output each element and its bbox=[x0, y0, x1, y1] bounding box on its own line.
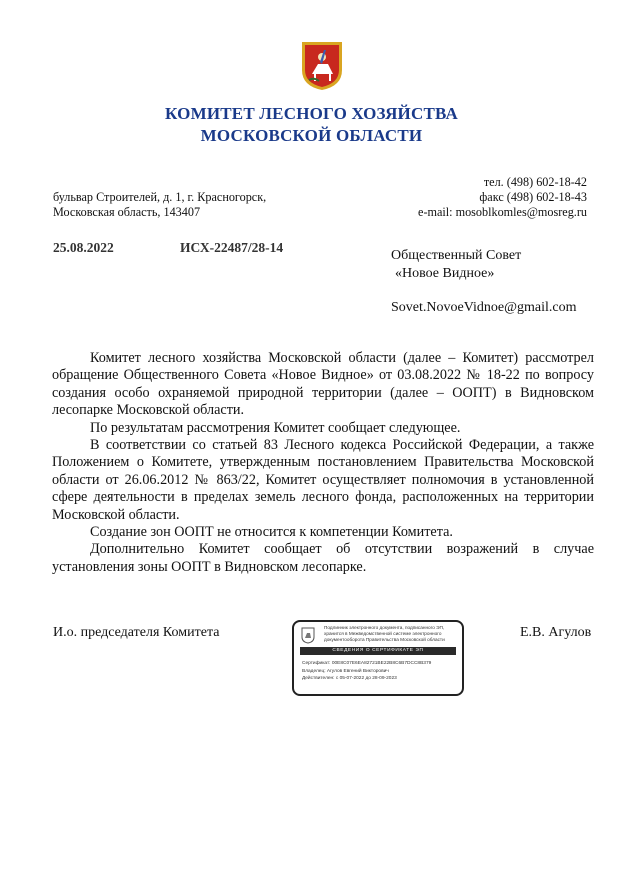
paragraph-5: Дополнительно Комитет сообщает об отсутствии возражений в случае установления зоны ООПТ в Видновском лесопарке. bbox=[52, 541, 594, 575]
org-title-line2: МОСКОВСКОЙ ОБЛАСТИ bbox=[200, 126, 423, 145]
address-line1: бульвар Строителей, д. 1, г. Красногорск, bbox=[53, 190, 267, 204]
stamp-owner: Владелец: Агулов Евгений Викторович bbox=[302, 668, 389, 674]
stamp-text-3: документооборота Правительства Московской области bbox=[324, 637, 445, 642]
document-number: ИСХ-22487/28-14 bbox=[180, 240, 284, 255]
e-signature-stamp bbox=[292, 620, 464, 696]
org-title-line1: КОМИТЕТ ЛЕСНОГО ХОЗЯЙСТВА bbox=[165, 104, 458, 123]
signer-position: И.о. председателя Комитета bbox=[53, 625, 220, 640]
stamp-emblem-icon bbox=[301, 627, 315, 649]
recipient-email: Sovet.NovoeVidnoe@gmail.com bbox=[391, 300, 577, 315]
stamp-text-2: хранится в Межведомственной системе электронного bbox=[324, 631, 442, 636]
stamp-band: СВЕДЕНИЯ О СЕРТИФИКАТЕ ЭП bbox=[300, 647, 456, 655]
address-line2: Московская область, 143407 bbox=[53, 205, 201, 219]
stamp-validity: Действителен: с 05-07-2022 до 28-09-2023 bbox=[302, 676, 397, 681]
recipient-line2: «Новое Видное» bbox=[395, 266, 495, 281]
paragraph-1: Комитет лесного хозяйства Московской области (далее – Комитет) рассмотрел обращение Общественного Совета «Новое Видное» от 03.08.2022 № 18-22 по вопросу создания особо охраняемой природной территории (далее – ООПТ) в Видновском лесопарке Московской области. bbox=[52, 350, 594, 419]
paragraph-3: В соответствии со статьей 83 Лесного кодекса Российской Федерации, а также Положением о Комитете, утвержденным постановлением Правительства Московской области от 26.06.2012 № 863/22, Комитет осуществляет полномочия в установленной сфере деятельности в пределах земель лесного фонда, расположенных на территории Московской области. bbox=[52, 437, 594, 523]
recipient-line1: Общественный Совет bbox=[391, 248, 522, 263]
signer-name: Е.В. Агулов bbox=[520, 625, 592, 640]
document-date: 25.08.2022 bbox=[53, 240, 114, 255]
stamp-certificate: Сертификат: 00E8C07E6EA82721BE22B8C6B7DCC8B379 bbox=[302, 661, 432, 666]
fax: факс (498) 602-18-43 bbox=[479, 190, 587, 204]
paragraph-2: По результатам рассмотрения Комитет сообщает следующее. bbox=[90, 419, 461, 436]
stamp-text-1: Подлинник электронного документа, подписанного ЭП, bbox=[324, 625, 445, 630]
phone: тел. (498) 602-18-42 bbox=[483, 175, 587, 189]
coat-of-arms-icon bbox=[300, 40, 344, 92]
email-contact: e-mail: mosoblkomles@mosreg.ru bbox=[418, 205, 587, 219]
paragraph-4: Создание зон ООПТ не относится к компетенции Комитета. bbox=[90, 524, 453, 541]
letter-body bbox=[52, 350, 594, 576]
